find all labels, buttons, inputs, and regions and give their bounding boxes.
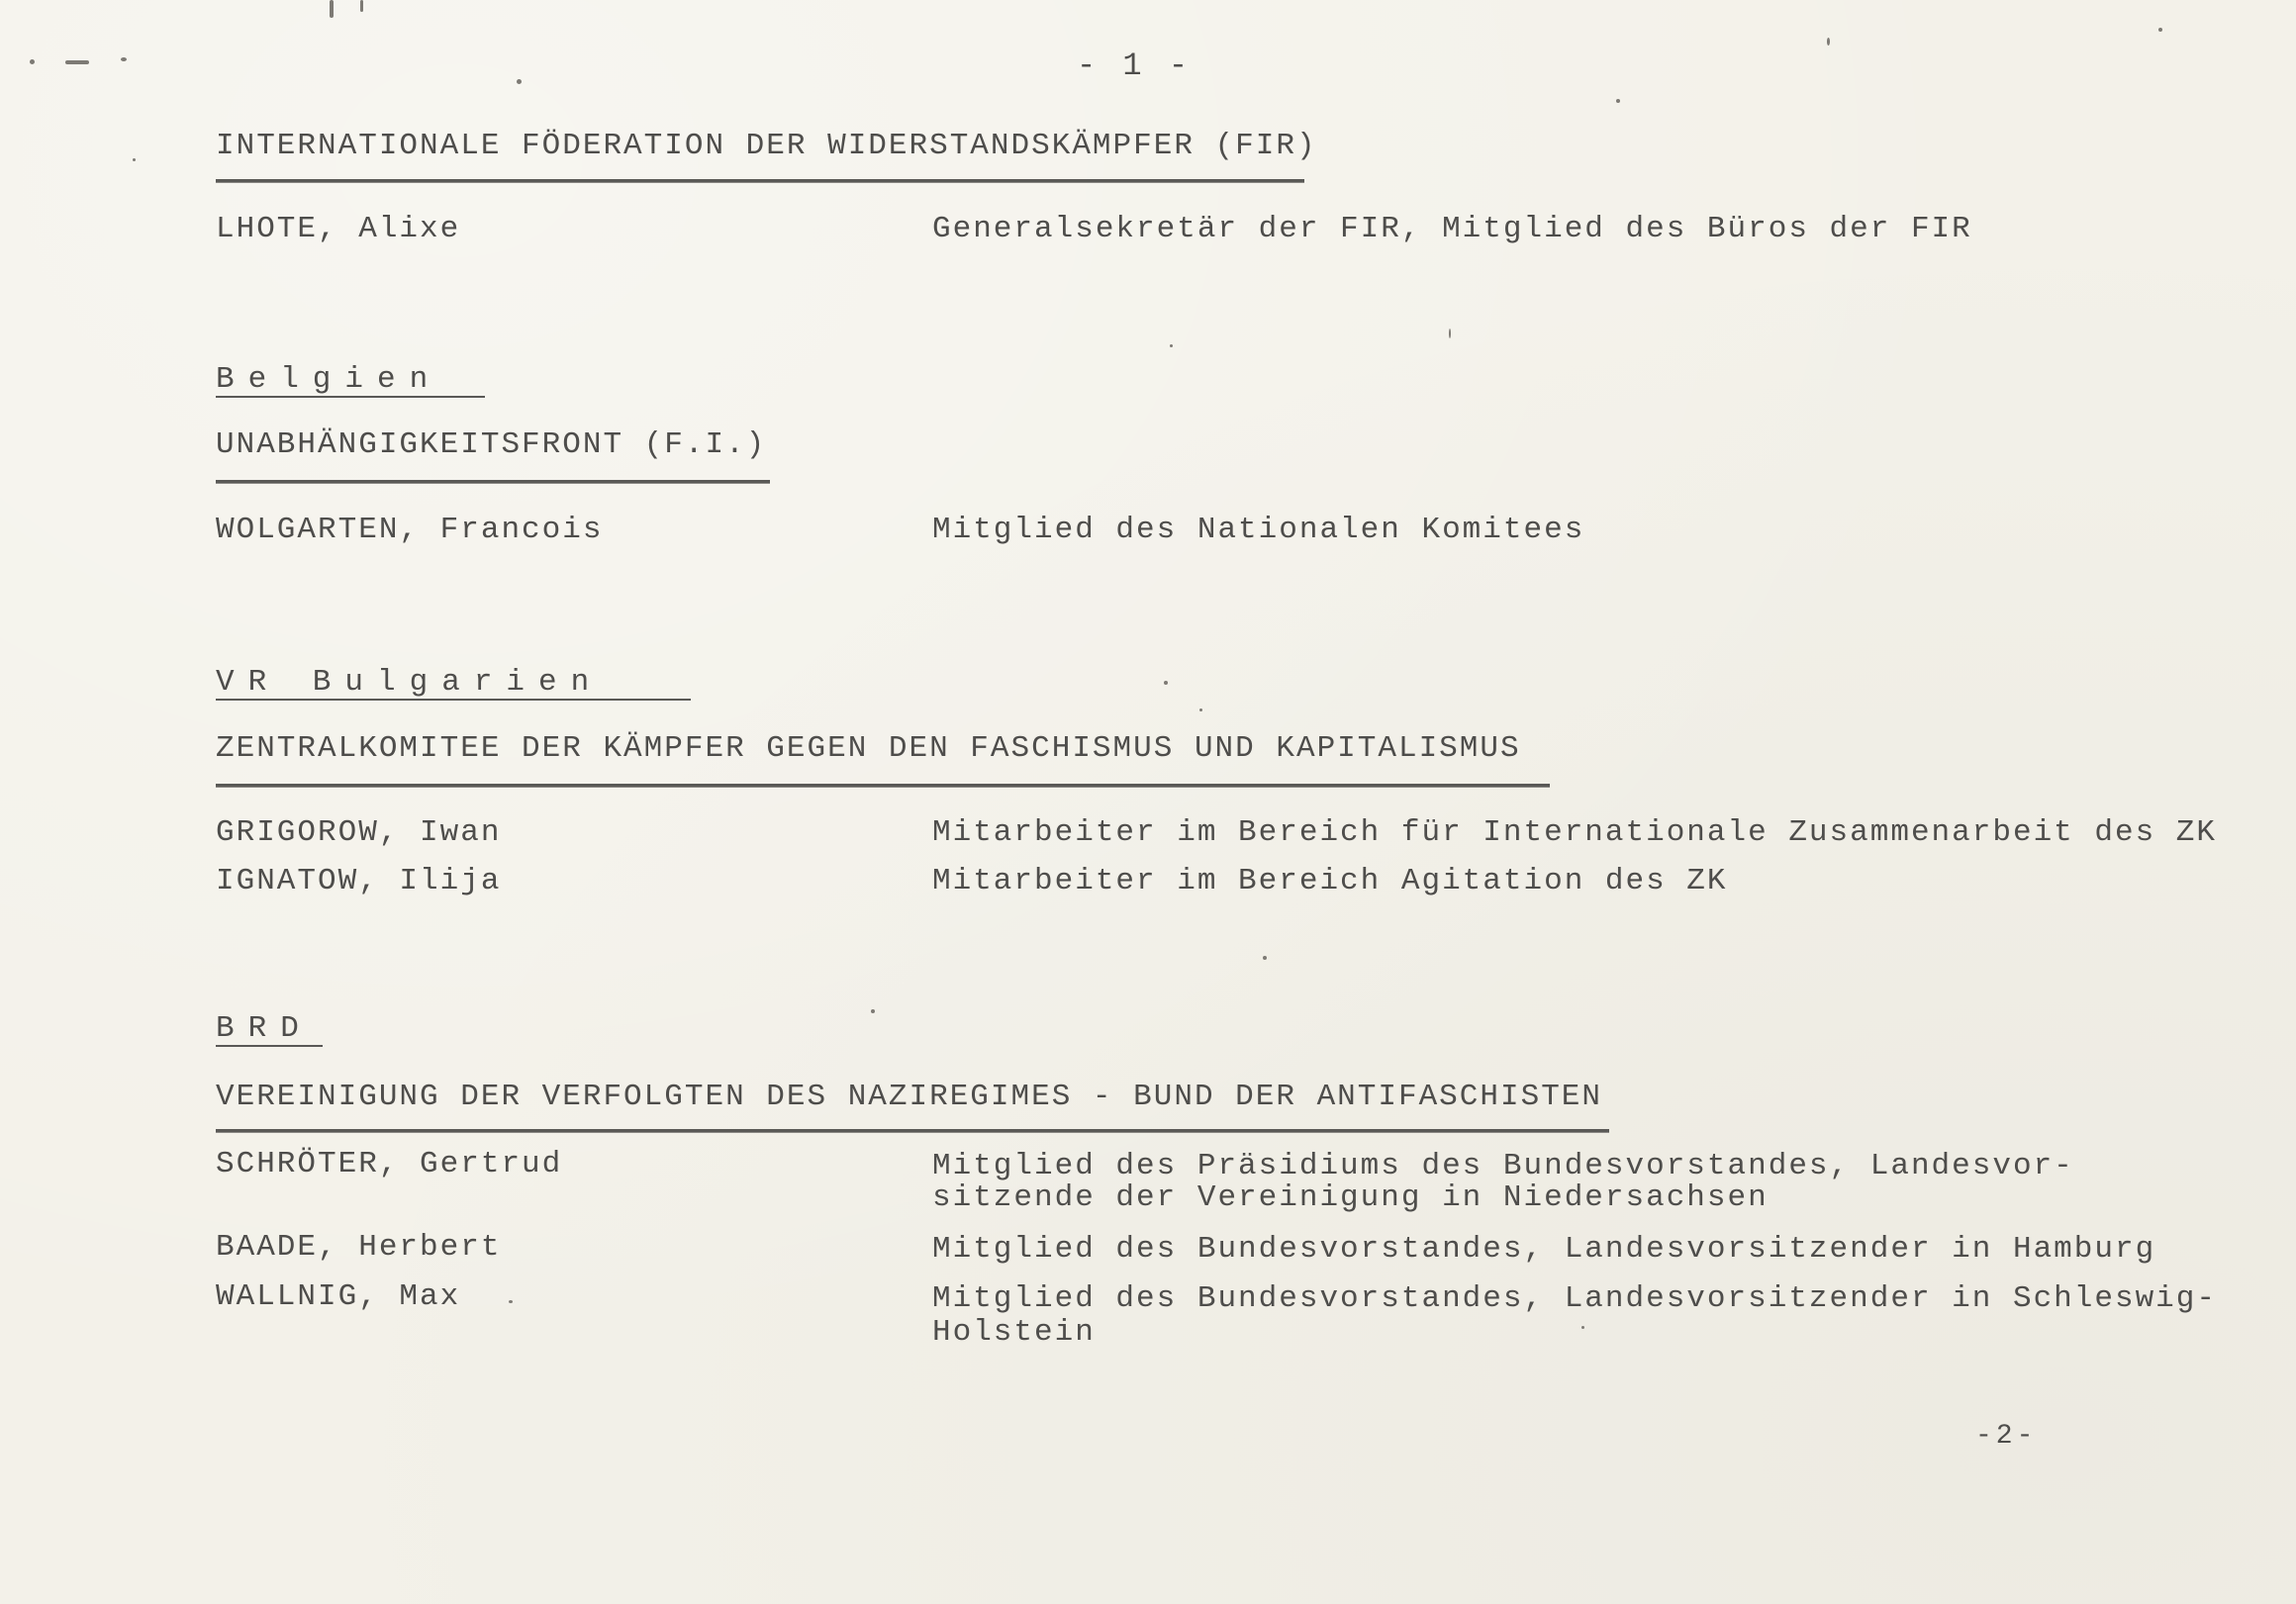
paper-speck: [1827, 38, 1830, 46]
member-role: Mitglied des Nationalen Komitees: [932, 513, 1585, 547]
paper-speck: [1449, 329, 1451, 338]
country-heading: VR Bulgarien: [216, 665, 604, 700]
member-name: WALLNIG, Max: [216, 1279, 461, 1314]
organization-underline: [216, 480, 770, 484]
paper-speck: [517, 79, 522, 84]
paper-speck: [360, 0, 363, 12]
country-heading: BRD: [216, 1011, 313, 1046]
organization-title: ZENTRALKOMITEE DER KÄMPFER GEGEN DEN FASCHISMUS UND KAPITALISMUS: [216, 731, 1521, 766]
member-role-continuation: Holstein: [932, 1315, 1096, 1350]
organization-underline: [216, 179, 1304, 183]
member-role: Mitglied des Präsidiums des Bundesvorstandes, Landesvor-: [932, 1149, 2074, 1183]
member-role: Generalsekretär der FIR, Mitglied des Büros der FIR: [932, 212, 1972, 246]
paper-speck: [133, 158, 136, 161]
paper-speck: [871, 1009, 875, 1013]
member-name: LHOTE, Alixe: [216, 212, 461, 246]
paper-speck: [509, 1300, 513, 1303]
member-name: IGNATOW, Ilija: [216, 864, 502, 898]
page-number: - 1 -: [1077, 47, 1193, 84]
paper-speck: [30, 59, 35, 64]
paper-speck: [1616, 99, 1620, 103]
paper-speck: [1581, 1326, 1584, 1329]
organization-title: VEREINIGUNG DER VERFOLGTEN DES NAZIREGIMES - BUND DER ANTIFASCHISTEN: [216, 1080, 1603, 1114]
organization-title: INTERNATIONALE FÖDERATION DER WIDERSTANDSKÄMPFER (FIR): [216, 129, 1317, 163]
member-name: GRIGOROW, Iwan: [216, 815, 502, 850]
member-role: Mitglied des Bundesvorstandes, Landesvorsitzender in Hamburg: [932, 1232, 2156, 1267]
paper-speck: [121, 57, 127, 61]
organization-underline: [216, 1129, 1609, 1133]
member-name: SCHRÖTER, Gertrud: [216, 1147, 563, 1181]
paper-speck: [1170, 344, 1173, 347]
country-underline: [216, 1045, 323, 1047]
paper-speck: [2158, 28, 2162, 32]
paper-speck: [1263, 956, 1267, 960]
member-role: Mitarbeiter im Bereich Agitation des ZK: [932, 864, 1728, 898]
paper-speck: [1164, 681, 1168, 685]
member-name: WOLGARTEN, Francois: [216, 513, 604, 547]
country-heading: Belgien: [216, 362, 442, 397]
member-role: Mitarbeiter im Bereich für Internationale Zusammenarbeit des ZK: [932, 815, 2217, 850]
paper-speck: [330, 0, 334, 18]
paper-speck: [65, 60, 89, 64]
country-underline: [216, 699, 691, 701]
paper-speck: [1199, 708, 1202, 711]
country-underline: [216, 396, 485, 398]
next-page-marker: -2-: [1975, 1421, 2038, 1452]
member-name: BAADE, Herbert: [216, 1230, 502, 1265]
organization-title: UNABHÄNGIGKEITSFRONT (F.I.): [216, 427, 767, 462]
member-role: Mitglied des Bundesvorstandes, Landesvorsitzender in Schleswig-: [932, 1281, 2217, 1316]
member-role-continuation: sitzende der Vereinigung in Niedersachsen: [932, 1180, 1769, 1215]
organization-underline: [216, 784, 1550, 788]
